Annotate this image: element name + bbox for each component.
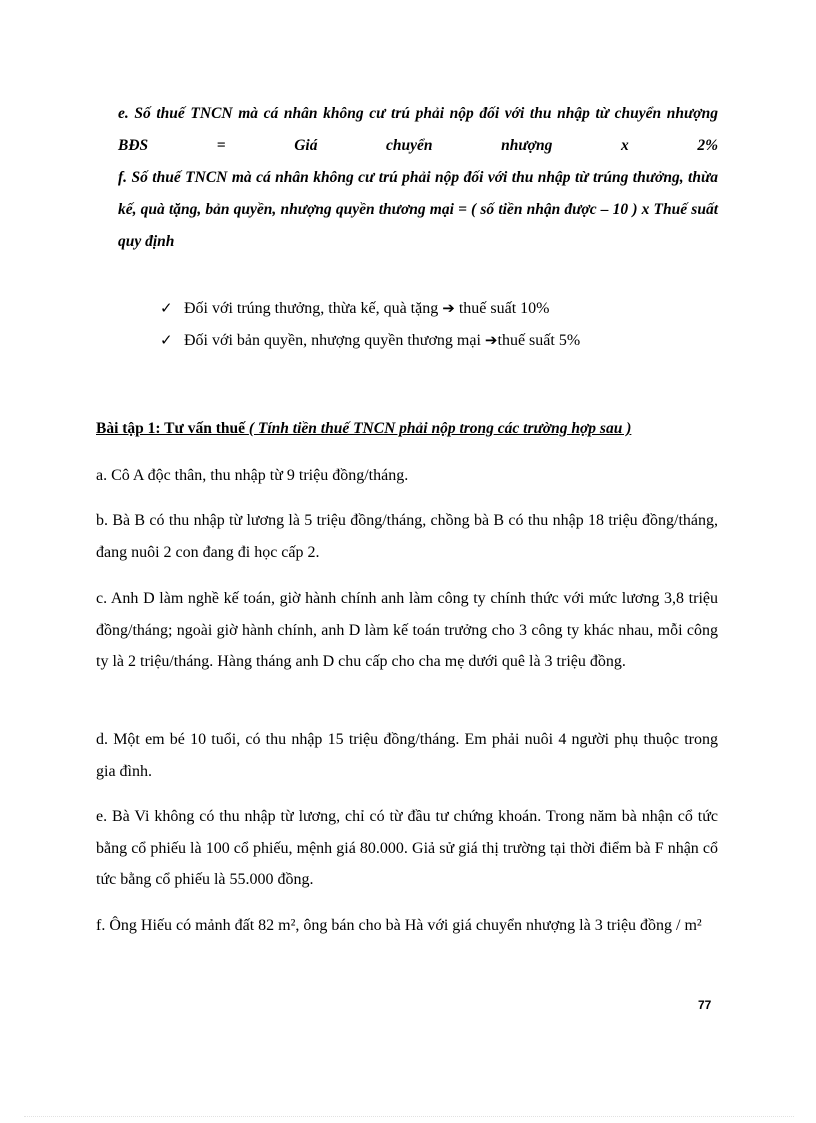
checklist-item [160, 292, 680, 324]
exercise-title: Bài tập 1: Tư vấn thuế [96, 420, 245, 437]
page-number: 77 [698, 998, 712, 1012]
formula-f: f. Số thuế TNCN mà cá nhân không cư trú phải nộp đối với thu nhập từ trúng thưởng, thừa kế, quà tặng, bản quyền, nhượng quyền thương mại = ( số tiền nhận được – 10 ) x Thuế suất quy định [118, 169, 718, 250]
exercise-item-c: c. Anh D làm nghề kế toán, giờ hành chính anh làm công ty chính thức với mức lương 3,8 triệu đồng/tháng; ngoài giờ hành chính, anh D làm kế toán trưởng cho 3 công ty khác nhau, mỗi công ty là 2 triệu/tháng. Hàng tháng anh D chu cấp cho cha mẹ dưới quê là 3 triệu đồng. [96, 590, 718, 670]
checklist-item-result: thuế suất 10% [458, 300, 550, 317]
exercise-item-d: d. Một em bé 10 tuổi, có thu nhập 15 triệu đồng/tháng. Em phải nuôi 4 người phụ thuộc trong gia đình. [96, 731, 718, 780]
arrow-right-icon: ➔ [442, 299, 455, 317]
arrow-right-icon: ➔ [484, 331, 498, 349]
checklist-item [160, 324, 680, 356]
exercise-heading [96, 414, 716, 444]
exercise-item-b: b. Bà B có thu nhập từ lương là 5 triệu đồng/tháng, chồng bà B có thu nhập 18 triệu đồng/tháng, đang nuôi 2 con đang đi học cấp 2. [96, 512, 718, 561]
checklist-item-text: Đối với trúng thưởng, thừa kế, quà tặng [184, 300, 439, 317]
checklist-item-result: thuế suất 5% [497, 332, 581, 349]
exercise-item-a: a. Cô A độc thân, thu nhập từ 9 triệu đồng/tháng. [96, 467, 409, 484]
check-icon: ✓ [160, 331, 173, 349]
exercise-item-f: f. Ông Hiếu có mảnh đất 82 m², ông bán cho bà Hà với giá chuyển nhượng là 3 triệu đồng / m² [96, 917, 702, 934]
footer-divider [24, 1116, 794, 1117]
exercise-subtitle: ( Tính tiền thuế TNCN phải nộp trong các trường hợp sau ) [248, 420, 632, 437]
check-icon: ✓ [160, 299, 173, 317]
checklist-item-text: Đối với bản quyền, nhượng quyền thương mại [184, 332, 481, 349]
exercise-item-e: e. Bà Vi không có thu nhập từ lương, chỉ có từ đầu tư chứng khoán. Trong năm bà nhận cổ tức bằng cổ phiếu là 100 cổ phiếu, mệnh giá 80.000. Giả sử giá thị trường tại thời điểm bà F nhận cổ tức bằng cổ phiếu là 55.000 đồng. [96, 808, 718, 888]
formula-e: e. Số thuế TNCN mà cá nhân không cư trú phải nộp đối với thu nhập từ chuyển nhượng BĐS = Giá chuyển nhượng x 2% [118, 105, 718, 154]
tax-rate-checklist [160, 292, 680, 356]
